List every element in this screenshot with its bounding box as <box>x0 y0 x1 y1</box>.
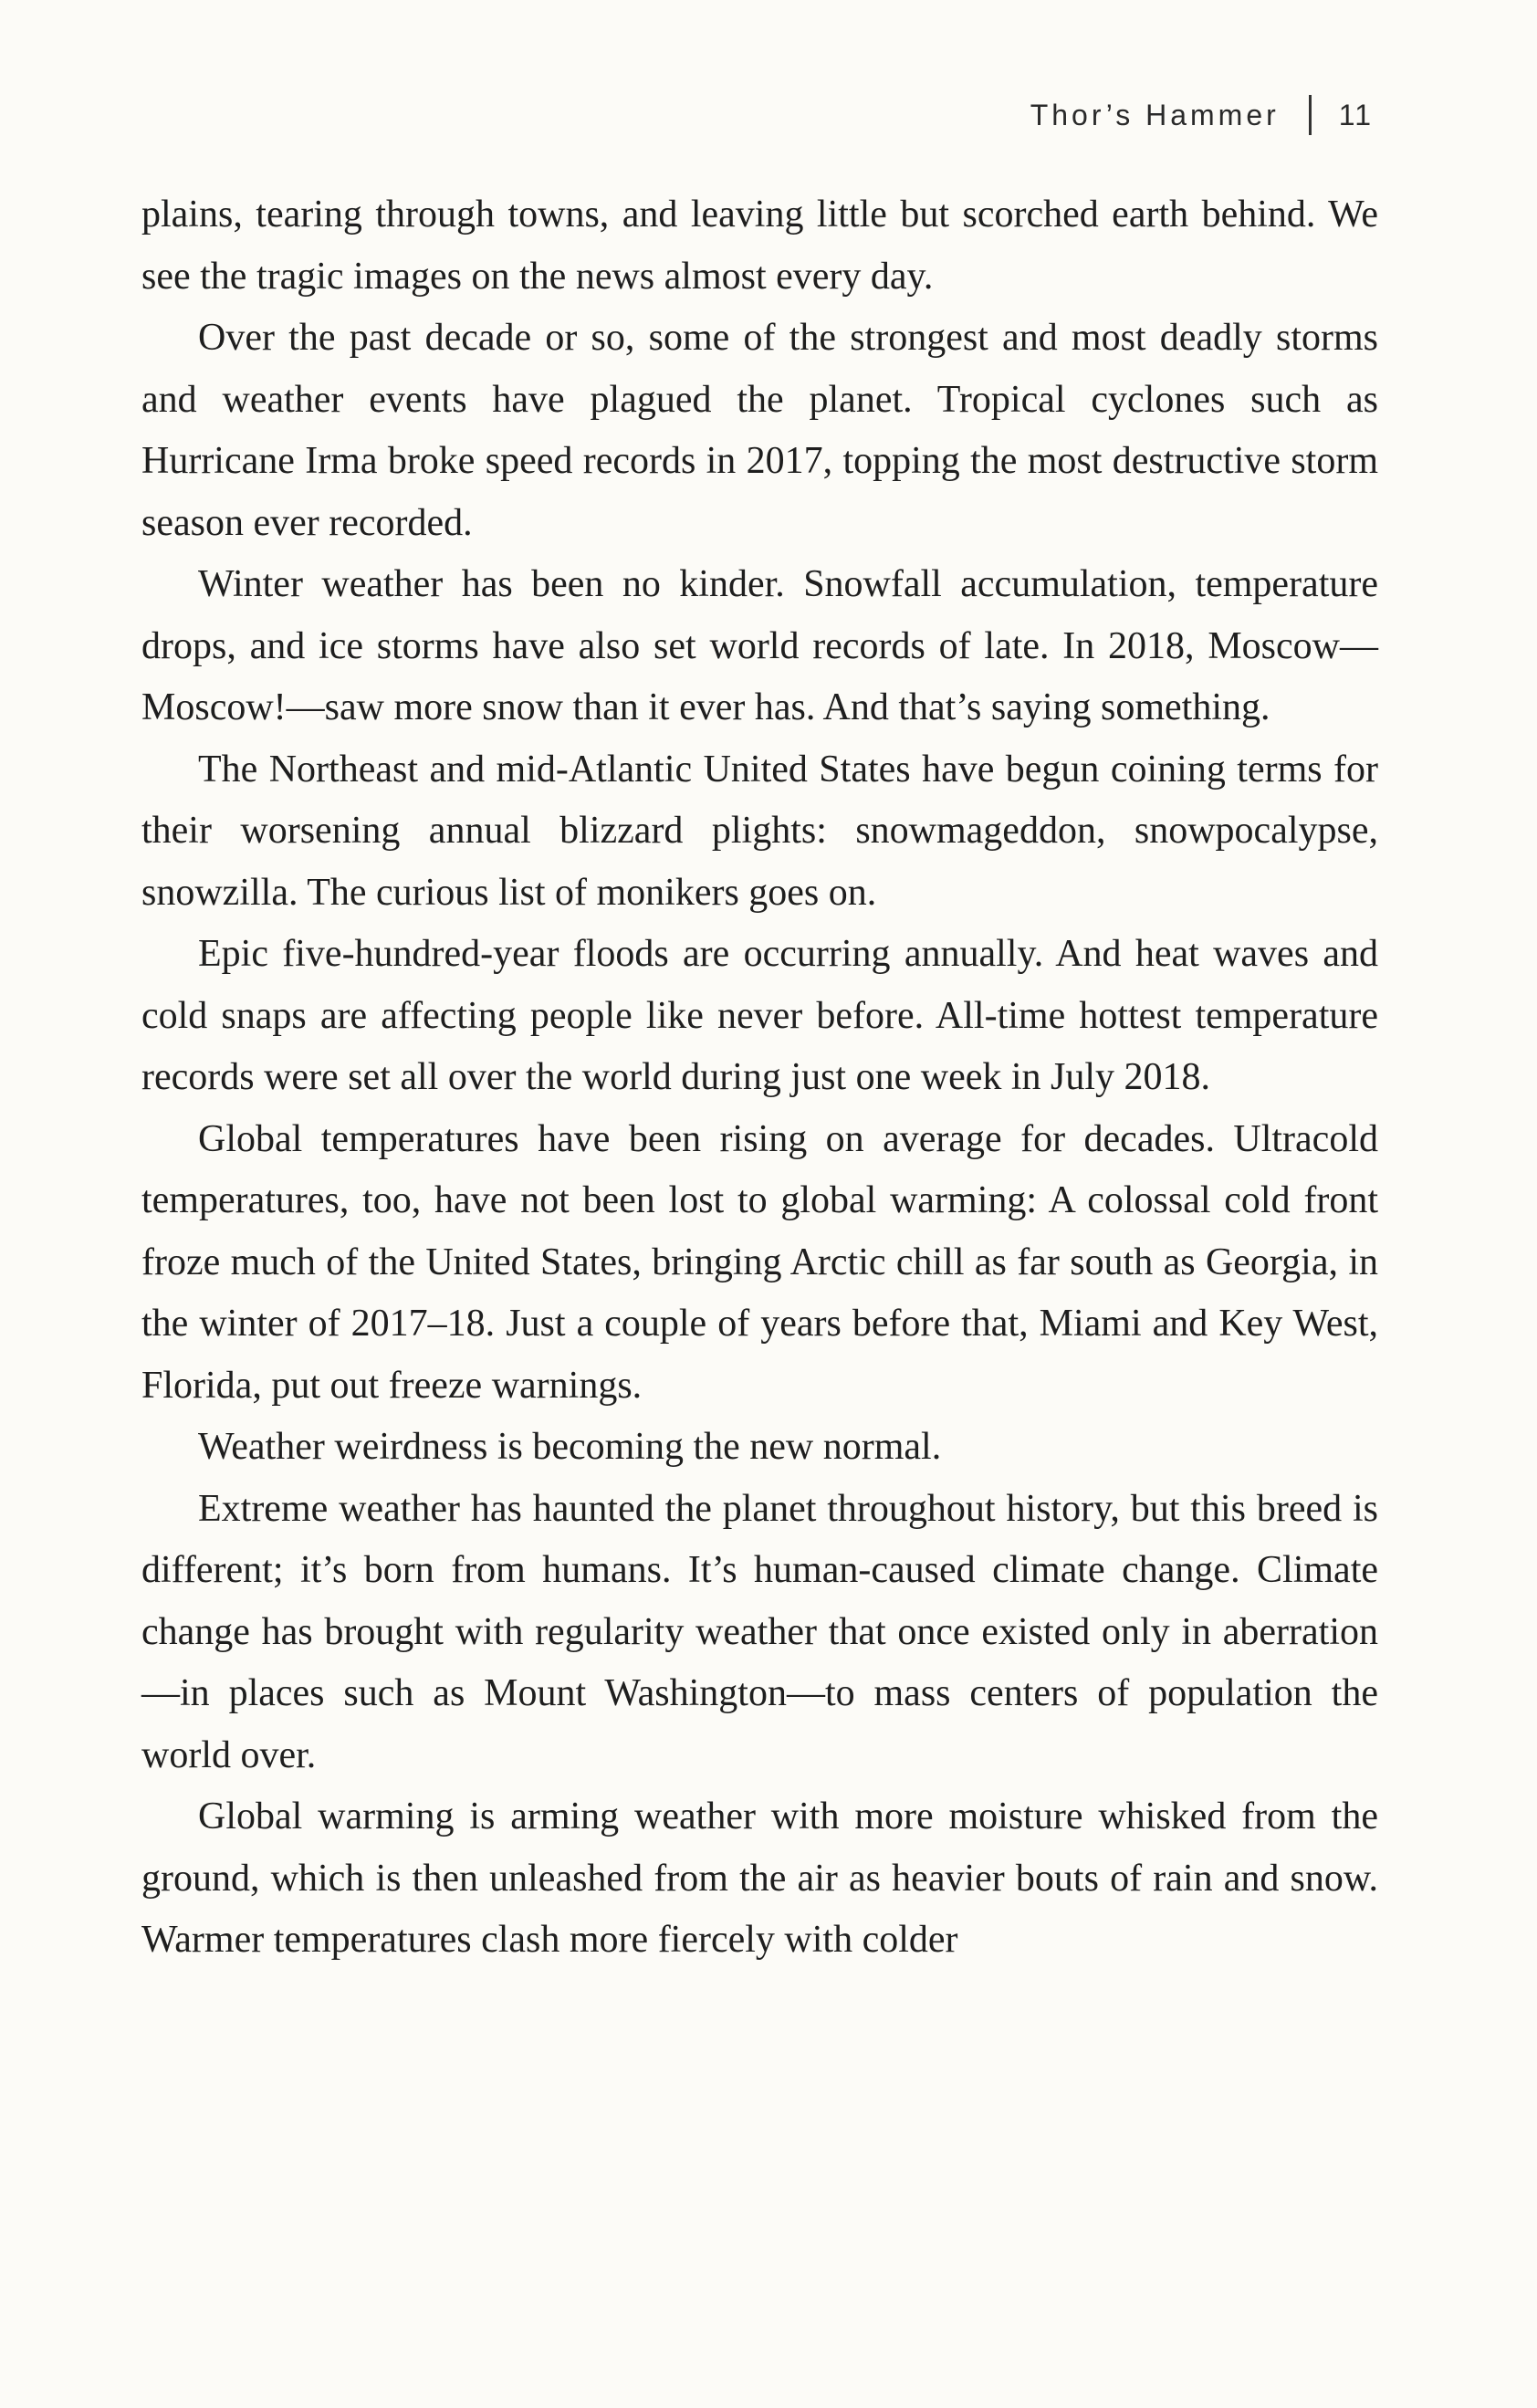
running-head-title: Thor’s Hammer <box>1030 98 1280 131</box>
paragraph: Epic five-hundred-year floods are occurring annually. And heat waves and cold snaps are affecting people like never before. All-time hottest temperature records were set all over the world during just one week in July 2018. <box>141 933 1378 1098</box>
page-number: 11 <box>1338 98 1373 131</box>
paragraph: Extreme weather has haunted the planet throughout history, but this breed is different; it’s born from humans. It’s human-caused climate change. Climate change has brought with regularity weather that once existed only in aberration—in places such as Mount Washington—to mass centers of population the world over. <box>141 1487 1378 1776</box>
paragraph: Over the past decade or so, some of the strongest and most deadly storms and weather events have plagued the planet. Tropical cyclones such as Hurricane Irma broke speed records in 2017, topping the most destructive storm season ever recorded. <box>141 317 1378 544</box>
paragraph: Weather weirdness is becoming the new normal. <box>198 1426 942 1468</box>
paragraph: The Northeast and mid-Atlantic United States have begun coining terms for their worsening annual blizzard plights: snowmageddon, snowpocalypse, snowzilla. The curious list of monikers goes on. <box>141 748 1378 914</box>
paragraph: Global temperatures have been rising on average for decades. Ultracold temperatures, too, have not been lost to global warming: A colossal cold front froze much of the United States, bringing Arctic chill as far south as Georgia, in the winter of 2017–18. Just a couple of years before that, Miami and Key West, Florida, put out freeze warnings. <box>141 1117 1378 1407</box>
paragraph: Winter weather has been no kinder. Snowfall accumulation, temperature drops, and ice storms have also set world records of late. In 2018, Moscow—Moscow!—saw more snow than it ever has. And that’s saying something. <box>141 563 1378 728</box>
running-head <box>1030 95 1373 135</box>
paragraph: Global warming is arming weather with more moisture whisked from the ground, which is then unleashed from the air as heavier bouts of rain and snow. Warmer temperatures clash more fiercely with colder <box>141 1796 1378 1961</box>
paragraph-continued: plains, tearing through towns, and leaving little but scorched earth behind. We see the tragic images on the news almost every day. <box>141 194 1378 298</box>
body-text <box>141 184 1378 1972</box>
running-head-divider <box>1309 95 1312 135</box>
